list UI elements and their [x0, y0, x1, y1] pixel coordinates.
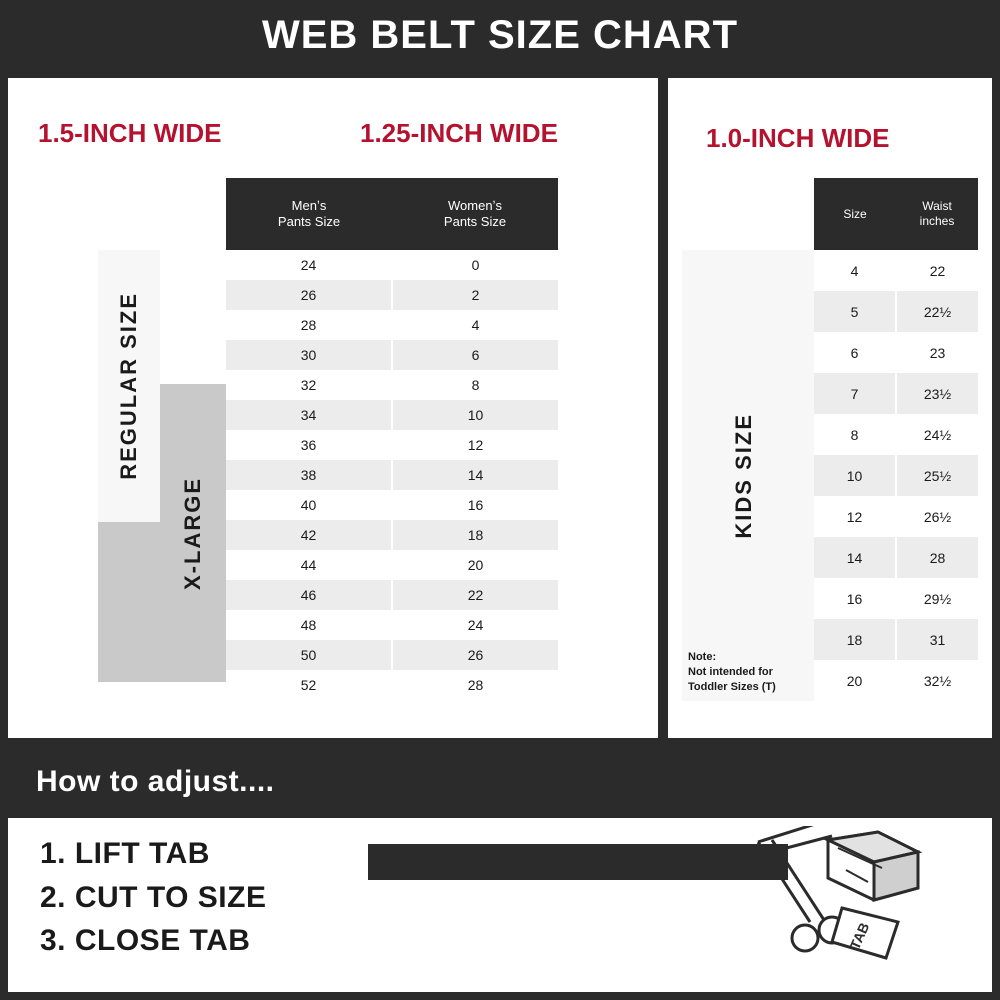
howto-title: How to adjust.... [36, 765, 275, 798]
table-row [226, 550, 558, 580]
table-row [226, 430, 558, 460]
table-row [226, 520, 558, 550]
cell-women: 28 [391, 670, 558, 700]
cell-size: 12 [814, 496, 895, 537]
table-row [226, 460, 558, 490]
kids-rows [814, 250, 978, 701]
kids-size-panel [668, 78, 992, 738]
cell-men: 40 [226, 490, 391, 520]
howto-step-2: 2. CUT TO SIZE [40, 880, 267, 914]
table-row [226, 580, 558, 610]
header-size [814, 178, 896, 250]
header-womens-line2: Pants Size [443, 214, 507, 229]
header-size-label: Size [843, 206, 867, 221]
page-title: WEB BELT SIZE CHART [261, 12, 738, 57]
howto-step-1: 1. LIFT TAB [40, 837, 210, 870]
belt-illustration [358, 826, 978, 986]
cell-women: 0 [391, 250, 558, 280]
width-label-1-5: 1.5-INCH WIDE [38, 118, 222, 148]
cell-women: 6 [391, 340, 558, 370]
table-row [814, 660, 978, 701]
header-womens-pants-size [392, 178, 558, 250]
kids-table-header [814, 178, 978, 250]
cell-waist: 23 [895, 332, 978, 373]
cell-men: 44 [226, 550, 391, 580]
adult-table-header [226, 178, 558, 250]
tab-label: TAB [846, 920, 873, 952]
cell-women: 26 [391, 640, 558, 670]
cell-women: 14 [391, 460, 558, 490]
table-row [226, 670, 558, 700]
cell-size: 6 [814, 332, 895, 373]
cell-size: 14 [814, 537, 895, 578]
cell-women: 22 [391, 580, 558, 610]
cell-men: 34 [226, 400, 391, 430]
xlarge-size-label: X-LARGE [180, 476, 205, 590]
header-mens-line1: Menʼs [291, 197, 327, 213]
adult-rows [226, 250, 558, 700]
belt-scissors-icon [358, 826, 978, 986]
table-row [814, 578, 978, 619]
adult-table-body [98, 250, 558, 700]
table-row [226, 610, 558, 640]
cell-waist: 25½ [895, 455, 978, 496]
cell-waist: 29½ [895, 578, 978, 619]
cell-women: 4 [391, 310, 558, 340]
header-waist-inches [896, 178, 978, 250]
header-waist-line1: Waist [922, 199, 952, 213]
width-label-1-0: 1.0-INCH WIDE [706, 123, 890, 153]
adult-size-table [98, 178, 558, 700]
cell-size: 7 [814, 373, 895, 414]
table-row [814, 619, 978, 660]
header-waist-line2: inches [919, 214, 955, 228]
cell-size: 5 [814, 291, 895, 332]
howto-step-3: 3. CLOSE TAB [40, 924, 251, 957]
cell-men: 36 [226, 430, 391, 460]
cell-men: 24 [226, 250, 391, 280]
table-row [814, 455, 978, 496]
cell-men: 48 [226, 610, 391, 640]
cell-women: 18 [391, 520, 558, 550]
cell-men: 28 [226, 310, 391, 340]
cell-men: 50 [226, 640, 391, 670]
table-row [226, 370, 558, 400]
kids-note [688, 650, 776, 695]
cell-women: 16 [391, 490, 558, 520]
table-row [814, 414, 978, 455]
header-mens-line2: Pants Size [277, 214, 341, 229]
cell-waist: 22½ [895, 291, 978, 332]
cell-men: 30 [226, 340, 391, 370]
cell-men: 52 [226, 670, 391, 700]
cell-waist: 31 [895, 619, 978, 660]
table-row [226, 640, 558, 670]
cell-waist: 28 [895, 537, 978, 578]
cell-waist: 23½ [895, 373, 978, 414]
cell-men: 26 [226, 280, 391, 310]
table-row [814, 291, 978, 332]
kids-note-line2: Not intended for [688, 666, 773, 679]
kids-note-line3: Toddler Sizes (T) [688, 681, 776, 694]
cell-men: 46 [226, 580, 391, 610]
table-row [226, 280, 558, 310]
howto-bar [0, 748, 1000, 816]
width-label-1-25: 1.25-INCH WIDE [360, 118, 558, 148]
table-row [814, 537, 978, 578]
table-row [814, 373, 978, 414]
table-row [226, 490, 558, 520]
table-row [226, 340, 558, 370]
kids-size-table [682, 178, 978, 701]
cell-size: 16 [814, 578, 895, 619]
header-mens-pants-size [226, 178, 392, 250]
cell-waist: 32½ [895, 660, 978, 701]
cell-women: 10 [391, 400, 558, 430]
kids-table-body [682, 250, 978, 701]
table-row [814, 332, 978, 373]
cell-women: 2 [391, 280, 558, 310]
kids-side-label-band [682, 250, 814, 701]
cell-waist: 24½ [895, 414, 978, 455]
table-row [226, 250, 558, 280]
cell-men: 42 [226, 520, 391, 550]
cell-waist: 22 [895, 250, 978, 291]
cell-men: 38 [226, 460, 391, 490]
kids-label-wrap [682, 250, 814, 701]
cell-women: 8 [391, 370, 558, 400]
regular-size-band-lower [98, 522, 160, 682]
header-womens-line1: Womenʼs [448, 197, 502, 213]
howto-panel [8, 818, 992, 992]
table-row [814, 496, 978, 537]
cell-size: 18 [814, 619, 895, 660]
table-row [814, 250, 978, 291]
cell-size: 8 [814, 414, 895, 455]
cell-size: 4 [814, 250, 895, 291]
table-row [226, 400, 558, 430]
cell-men: 32 [226, 370, 391, 400]
regular-size-label: REGULAR SIZE [116, 292, 141, 480]
cell-waist: 26½ [895, 496, 978, 537]
adult-size-panel [8, 78, 658, 738]
howto-steps [40, 832, 266, 963]
cell-women: 12 [391, 430, 558, 460]
cell-size: 10 [814, 455, 895, 496]
cell-women: 20 [391, 550, 558, 580]
xlarge-size-band [160, 384, 226, 682]
table-row [226, 310, 558, 340]
adult-side-labels [98, 250, 226, 700]
kids-size-label: KIDS SIZE [731, 412, 756, 539]
kids-note-line1: Note: [688, 651, 717, 664]
cell-women: 24 [391, 610, 558, 640]
regular-size-band [98, 250, 160, 522]
header-bar [0, 0, 1000, 70]
cell-size: 20 [814, 660, 895, 701]
